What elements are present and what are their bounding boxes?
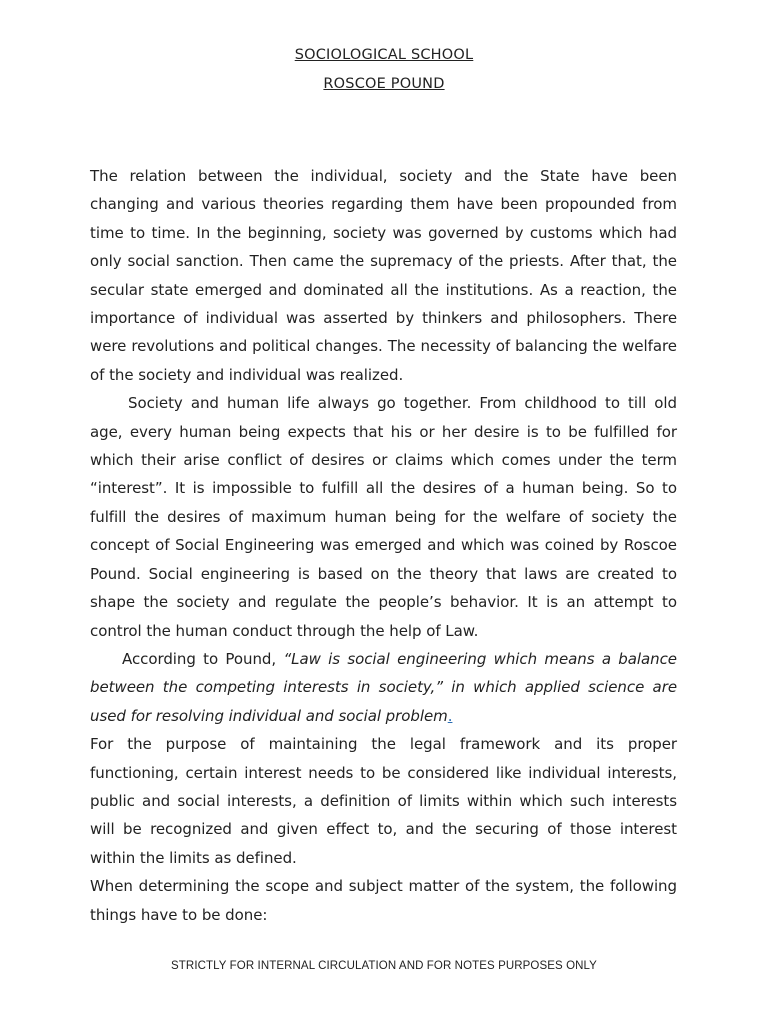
page-footer: STRICTLY FOR INTERNAL CIRCULATION AND FOR NOTES PURPOSES ONLY	[171, 960, 597, 972]
document-body	[90, 162, 677, 929]
footnote-link[interactable]: .	[447, 706, 453, 725]
paragraph-4: For the purpose of maintaining the legal framework and its proper functioning, certain interest needs to be considered like individual interests, public and social interests, a definition of limits within which such interests will be recognized and given effect to, and the securing of those interest within the limits as defined.	[90, 735, 677, 867]
paragraph-5: When determining the scope and subject matter of the system, the following things have to be done:	[90, 877, 677, 924]
paragraph-3-lead: According to Pound,	[122, 649, 284, 668]
document-title: SOCIOLOGICAL SCHOOL	[294, 47, 474, 63]
paragraph-1: The relation between the individual, society and the State have been changing and various theories regarding them have been propounded from time to time. In the beginning, society was governed by customs which had only social sanction. Then came the supremacy of the priests. After that, the secular state emerged and dominated all the institutions. As a reaction, the importance of individual was asserted by thinkers and philosophers. There were revolutions and political changes. The necessity of balancing the welfare of the society and individual was realized.	[90, 167, 677, 384]
pound-quote: “Law is social engineering which means a balance between the competing interests in society,” in which applied science are used for resolving individual and social problem	[90, 649, 677, 725]
paragraph-2: Society and human life always go together. From childhood to till old age, every human being expects that his or her desire is to be fulfilled for which their arise conflict of desires or claims which comes under the term “interest”. It is impossible to fulfill all the desires of a human being. So to fulfill the desires of maximum human being for the welfare of society the concept of Social Engineering was emerged and which was coined by Roscoe Pound. Social engineering is based on the theory that laws are created to shape the society and regulate the people’s behavior. It is an attempt to control the human conduct through the help of Law.	[90, 394, 677, 640]
paragraph-3	[90, 645, 677, 730]
document-subtitle: ROSCOE POUND	[323, 76, 445, 92]
